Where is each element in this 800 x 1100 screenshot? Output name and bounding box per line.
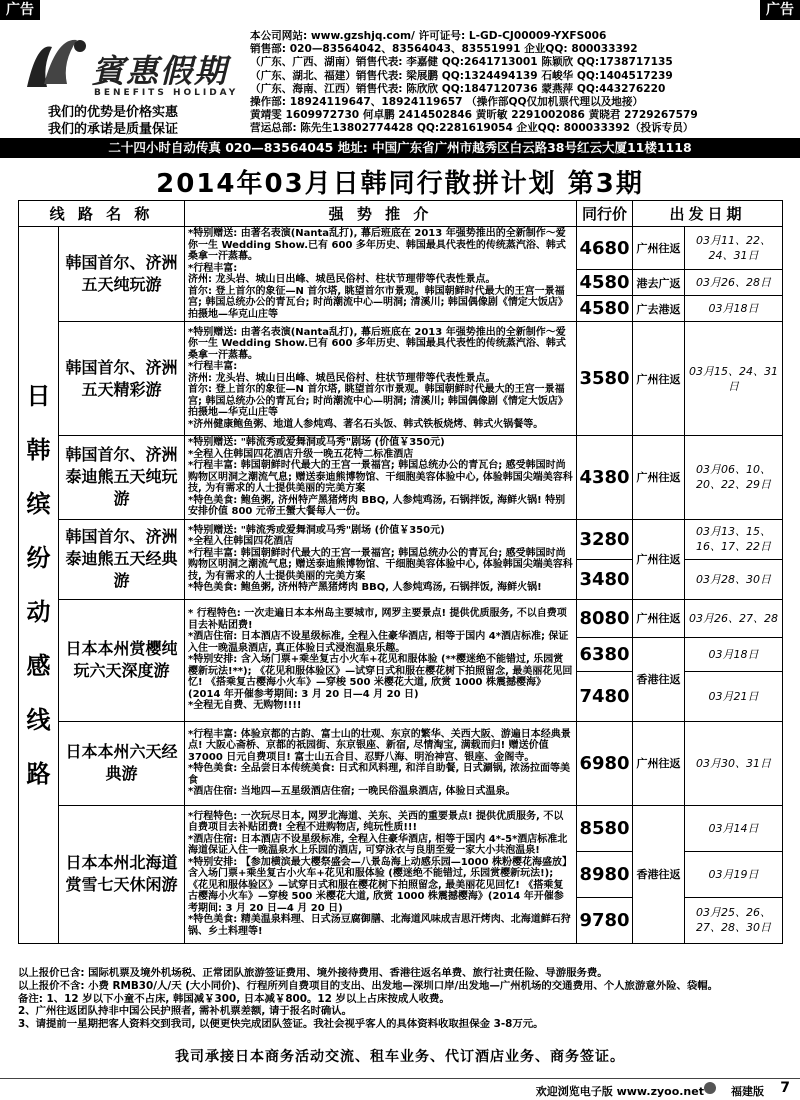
schedule-table	[18, 200, 783, 944]
price: 3580	[577, 322, 633, 436]
logo-mark-icon	[22, 32, 92, 102]
slogan-1: 我们的优势是价格实惠	[48, 105, 179, 120]
price: 4580	[577, 270, 633, 296]
rec-line: * 行程特色: 一次走遍日本本州岛主要城市, 网罗主要景点! 提供优质服务, 不以自费项目去补贴团费!	[188, 608, 567, 631]
header-price: 同行价	[577, 201, 633, 227]
route-name: 日本本州北海道赏雪七天休闲游	[59, 805, 185, 943]
rec-line: *酒店住宿: 当地四—五星级酒店住宿; 一晚民俗温泉酒店, 体验日式温泉。	[188, 786, 516, 797]
route-recommend	[185, 227, 577, 322]
dates: 03月28、30日	[685, 559, 783, 599]
contact-line: （广东、广西、湖南）销售代表: 李嘉健 QQ:2641713001 陈颖欣 QQ:1738717135	[250, 56, 673, 69]
rec-line: *行程特色: 一次玩尽日本, 网罗北海道、关东、关西的重要景点! 提供优质服务, 不以自费项目去补贴团费! 全程不进购物店, 纯玩性质!!!	[188, 810, 564, 834]
route-recommend	[185, 519, 577, 599]
price: 9780	[577, 897, 633, 943]
price: 8580	[577, 805, 633, 851]
rec-line: *特色美食: 鲍鱼粥, 济州特产黑猪烤肉 BBQ, 人参炖鸡汤, 石锅拌饭, 海鲜火锅! 特别安排价值 800 元帝王蟹大餐每人一份。	[188, 494, 566, 517]
dates: 03月14日	[685, 805, 783, 851]
contact-line: （广东、海南、江西）销售代表: 陈欣欣 QQ:1847120736 蒙燕萍 QQ:443276220	[250, 82, 666, 95]
contact-line: 黄靖雯 1609972730 何卓鹏 2414502846 黄昕敏 2291002086 黄晓君 2729267579	[250, 109, 698, 122]
departure-city: 港去广返	[633, 270, 685, 296]
rec-line: *特别赠送: 由著名表演(Nanta乱打), 幕后班底在 2013 年强势推出的全新制作～爱你一生 Wedding Show.已有 600 多年历史、韩国最具代表性的传统蒸汽浴、韩式桑拿一汗蒸幕。	[188, 326, 566, 361]
category-char: 缤	[26, 489, 51, 518]
departure-city: 广州往返	[633, 322, 685, 436]
route-recommend	[185, 721, 577, 805]
contact-line: （广东、湖北、福建）销售代表: 梁展鹏 QQ:1324494139 石峻华 QQ:1404517239	[250, 69, 673, 82]
price: 3280	[577, 519, 633, 559]
rec-line: *特别赠送: "韩流秀或爱舞洞或马秀"剧场 (价值￥350元)	[188, 437, 445, 448]
site-link[interactable]: 欢迎浏览电子版 www.zyoo.net	[535, 1085, 704, 1098]
contact-line: 营运总部: 陈先生13802774428 QQ:2281619054 企业QQ: 800033392（投诉专员）	[250, 122, 694, 135]
rec-line: *特色美食: 全品尝日本传统美食: 日式和风料理, 和洋自助餐, 日式涮锅, 浓汤拉面等美食	[188, 763, 571, 786]
rec-line: *酒店住宿: 日本酒店不设星级标准, 全程入住豪华酒店, 相等于国内 4*-5*酒店标准北海道保证入住一晚温泉水上乐园的酒店, 可穿泳衣与良朋至爱一家大小共泡温泉!	[188, 833, 568, 857]
note-line: 备注: 1、12 岁以下小童不占床, 韩国减￥300, 日本减￥800。12 岁以上占床按成人收费。	[18, 992, 450, 1005]
contact-line: 本公司网站: www.gzshjq.com/ 许可证号: L-GD-CJ00009-YXFS006	[250, 30, 607, 42]
category-char: 日	[26, 381, 51, 410]
edition-label: 福建版	[731, 1085, 764, 1098]
contact-line: 操作部: 18924119647、18924119657 （操作部QQ仅加机票代理以及地接）	[250, 96, 644, 109]
page-title: 2014年03月日韩同行散拼计划 第3期	[156, 169, 644, 199]
contact-line: 销售部: 020—83564042、83564043、83551991 企业QQ: 800033392	[250, 43, 638, 56]
header-route: 线 路 名 称	[19, 201, 185, 227]
rec-line: *特色美食: 鲍鱼粥, 济州特产黑猪烤肉 BBQ, 人参炖鸡汤, 石锅拌饭, 海鲜火锅!	[188, 582, 542, 593]
header-recommend: 强 势 推 介	[185, 201, 577, 227]
rec-line: *行程丰富:	[188, 262, 238, 274]
notes-block	[18, 967, 782, 1031]
bottom-bar	[0, 1078, 800, 1098]
rec-line: *特色美食: 精美温泉料理、日式汤豆腐御膳、北海道风味成吉思汗烤肉、北海道鲜石狩锅、乡土料理等!	[188, 914, 571, 937]
header-departure: 出发日期	[633, 201, 783, 227]
dates: 03月18日	[685, 637, 783, 671]
route-name: 韩国首尔、济洲五天精彩游	[59, 322, 185, 436]
note-line: 以上报价已含: 国际机票及境外机场税、正常团队旅游签证费用、境外接待费用、香港往返名单费、旅行社责任险、导游服务费。	[18, 967, 608, 979]
route-name: 韩国首尔、济洲泰迪熊五天纯玩游	[59, 436, 185, 520]
departure-city: 广州往返	[633, 599, 685, 637]
dates: 03月19日	[685, 851, 783, 897]
rec-line: *特别赠送: 由著名表演(Nanta乱打), 幕后班底在 2013 年强势推出的全新制作～爱你一生 Wedding Show.已有 600 多年历史、韩国最具代表性的传统蒸汽浴、韩式桑拿一汗蒸幕。	[188, 228, 566, 262]
footer-services: 我司承接日本商务活动交流、租车业务、代订酒店业务、商务签证。	[175, 1049, 625, 1065]
rec-line: *全程入住韩国四花酒店	[188, 536, 294, 547]
note-line: 以上报价不含: 小费 RMB30/人/天 (大小同价)、行程所列自费项目的支出、出发地—深圳口岸/出发地—广州机场的交通费用、个人旅游意外险、袋帽。	[18, 979, 719, 992]
rec-line: *济州健康鲍鱼粥、地道人参炖鸡、著名石头饭、韩式铁板烧烤、韩式火锅餐等。	[188, 418, 544, 430]
rec-line: *特别赠送: "韩流秀或爱舞洞或马秀"剧场 (价值￥350元)	[188, 524, 445, 536]
category-char: 韩	[26, 435, 51, 464]
dates: 03月30、31日	[685, 721, 783, 805]
departure-city: 广州往返	[633, 227, 685, 270]
category-char: 路	[26, 759, 51, 788]
route-name: 韩国首尔、济洲泰迪熊五天经典游	[59, 519, 185, 599]
rec-line: *特别安排: 含入场门票+乘坐复古小火车+花见和服体验 (**樱迷绝不能错过, 乐园赏樱新玩法!**); 《花见和服体验区》—试穿日式和服在樱花树下拍照留念, 最美丽花见回忆! 《搭乘复古樱海小火车》—穿梭 500 米樱花大道, 欣赏 1000 株震撼樱海》(2014 年开催参考期间: 3 月 20 日—4 月 20 日)	[188, 654, 573, 700]
dates: 03月11、22、24、31日	[685, 227, 783, 270]
price: 8080	[577, 599, 633, 637]
dates: 03月26、27、28	[685, 599, 783, 637]
price: 8980	[577, 851, 633, 897]
price: 4580	[577, 296, 633, 322]
category-column	[19, 227, 59, 944]
rec-line: *行程丰富: 体验京都的古韵、富士山的壮观、东京的繁华、关西大阪、游遍日本经典景点! 大阪心斋桥、京都的祇园街、东京银座、新宿, 尽情淘宝, 满载而归! 赠送价值 37000 日元自费项目! 富士山五合目、忍野八海、明治神宫、银座、金阁寺。	[188, 728, 571, 763]
rec-line: *行程丰富: 韩国朝鲜时代最大的王宫一景福宫; 韩国总统办公的青瓦台; 感受韩国时尚购物区明洞之潮流气息; 赠送泰迪熊博物馆、干细胞美容体验中心, 体验韩国尖端美容科技, 为有需求的人士提供美丽的完美方案	[188, 460, 573, 494]
edition-badge-icon	[704, 1082, 716, 1094]
logo-english: BENEFITS HOLIDAY	[94, 88, 239, 98]
departure-city: 香港往返	[633, 637, 685, 721]
rec-line: *行程丰富:	[188, 361, 238, 373]
price: 3480	[577, 559, 633, 599]
category-char: 线	[26, 705, 51, 734]
route-recommend	[185, 436, 577, 520]
price: 6380	[577, 637, 633, 671]
rec-line: 济州: 龙头岩、城山日出峰、城邑民俗村、柱状节理带等代表性景点。	[188, 372, 496, 384]
fax-address-bar: 二十四小时自动传真 020—83564045 地址: 中国广东省广州市越秀区白云路38号红云大厦11楼1118	[0, 138, 800, 158]
route-recommend	[185, 322, 577, 436]
price: 6980	[577, 721, 633, 805]
category-char: 纷	[26, 543, 51, 572]
contact-block	[250, 30, 795, 136]
ad-tag-right: 广告	[760, 0, 800, 20]
dates: 03月15、24、31日	[685, 322, 783, 436]
departure-city: 广去港返	[633, 296, 685, 322]
route-recommend	[185, 805, 577, 943]
route-recommend	[185, 599, 577, 721]
departure-city: 广州往返	[633, 519, 685, 599]
dates: 03月06、10、20、22、29日	[685, 436, 783, 520]
page-number: 7	[780, 1080, 790, 1096]
route-name: 韩国首尔、济洲五天纯玩游	[59, 227, 185, 322]
dates: 03月18日	[685, 296, 783, 322]
logo-chinese: 賓惠假期	[92, 52, 229, 90]
departure-city: 广州往返	[633, 721, 685, 805]
price: 4680	[577, 227, 633, 270]
header	[0, 0, 800, 160]
route-name: 日本本州六天经典游	[59, 721, 185, 805]
dates: 03月26、28日	[685, 270, 783, 296]
price: 7480	[577, 671, 633, 721]
dates: 03月21日	[685, 671, 783, 721]
rec-line: *全程无自费、无购物!!!!	[188, 700, 302, 712]
rec-line: *行程丰富: 韩国朝鲜时代最大的王宫一景福宫; 韩国总统办公的青瓦台; 感受韩国时尚购物区明洞之潮流气息; 赠送泰迪熊博物馆、干细胞美容体验中心, 体验韩国尖端美容科技, 为有需求的人士提供美丽的完美方案	[188, 547, 573, 582]
dates: 03月13、15、16、17、22日	[685, 519, 783, 559]
note-line: 3、请提前一星期把客人资料交到我司, 以便更快完成团队签证。我社会视乎客人的具体资料收取担保金 3-8万元。	[18, 1018, 544, 1031]
rec-line: 首尔: 登上首尔的象征—N 首尔塔, 眺望首尔市景观。韩国朝鲜时代最大的王宫一景福宫; 韩国总统办公的青瓦台; 时尚潮流中心—明洞; 清溪川; 韩国偶像剧《情定大饭店》拍摄地—华克山庄等	[188, 285, 568, 320]
note-line: 2、广州往返团队持非中国公民护照者, 需补机票差额, 请于报名时确认。	[18, 1005, 353, 1018]
departure-city: 广州往返	[633, 436, 685, 520]
price: 4380	[577, 436, 633, 520]
ad-tag-left: 广告	[0, 0, 40, 20]
route-name: 日本本州赏樱纯玩六天深度游	[59, 599, 185, 721]
dates: 03月25、26、27、28、30日	[685, 897, 783, 943]
rec-line: *酒店住宿: 日本酒店不设星级标准, 全程入住豪华酒店, 相等于国内 4*酒店标准; 保证入住一晚温泉酒店, 真正体验日式浸泡温泉乐趣。	[188, 631, 569, 654]
rec-line: *全程入住韩国四花酒店升级一晚五花特二标准酒店	[188, 448, 414, 460]
slogan-2: 我们的承诺是质量保证	[48, 122, 179, 137]
category-char: 动	[26, 597, 51, 626]
rec-line: 济州: 龙头岩、城山日出峰、城邑民俗村、柱状节理带等代表性景点。	[188, 274, 496, 285]
rec-line: *特别安排: 【参加横滨最大樱祭盛会—八景岛海上动感乐园—1000 株粉樱花海盛放】含入场门票+乘坐复古小火车+花见和服体验 (樱迷绝不能错过, 乐园赏樱新玩法!); 《花见和服体验区》—试穿日式和服在樱花树下拍照留念, 最美丽花见回忆! 《搭乘复古樱海小火车》—穿梭 500 米樱花大道, 欣赏 1000 株震撼樱海》(2014 年开催参考期间: 3 月 20 日—4 月 20 日)	[188, 856, 573, 914]
category-char: 感	[26, 651, 51, 680]
rec-line: 首尔: 登上首尔的象征—N 首尔塔, 眺望首尔市景观。韩国朝鲜时代最大的王宫一景福宫; 韩国总统办公的青瓦台; 时尚潮流中心—明洞; 清溪川; 韩国偶像剧《情定大饭店》拍摄地—华克山庄等	[188, 384, 568, 419]
departure-city: 香港往返	[633, 805, 685, 943]
